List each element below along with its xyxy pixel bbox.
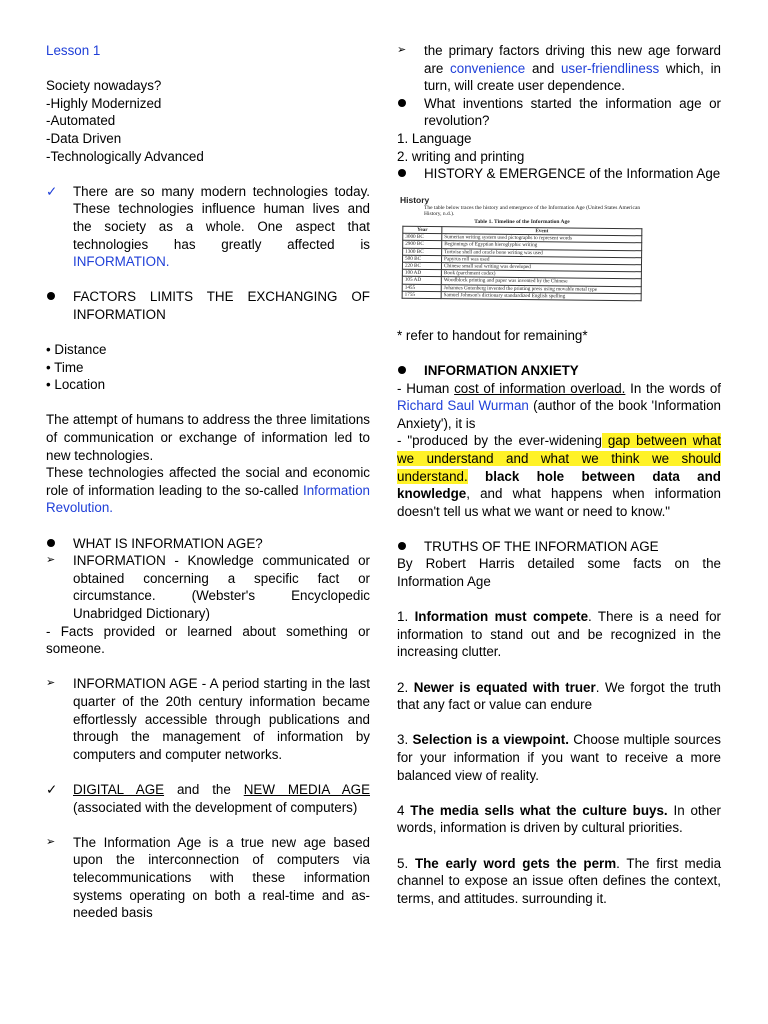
limit-item: • Location [46,377,106,393]
event-cell: Beginnings of Egyptian hieroglyphic writing [442,241,642,250]
highlighted-quote: gap between what we understand and what we think we should understand. [397,433,721,484]
arrow-bullet-icon: ➢ [46,554,56,567]
year-cell: 2900 BC [403,241,442,249]
arrow-bullet-icon: ➢ [397,44,407,56]
truth-title: The media sells what the culture buys. [410,802,668,818]
primary-factors-item [397,42,721,95]
anxiety-text: In the words of [625,380,721,396]
cost-term: cost of information overload. [454,380,626,396]
true-new-age-text: The Information Age is a true new age based upon the interconnection of computers via telecommunications with these information systems operating on both a real-time and as-needed basis [73,834,370,921]
left-column [46,42,370,922]
limit-item: • Time [46,359,84,375]
figure-title: History [400,194,430,205]
wurman-name: Richard Saul Wurman [397,398,529,414]
table-row [402,291,641,301]
anxiety-heading-text: INFORMATION ANXIETY [424,362,579,378]
information-age-definition-text: INFORMATION AGE - A period starting in the last quarter of the 20th century information became effortlessly accessible through publications and through the management of information by computers and computer networks. [73,676,370,762]
facts-definition: - Facts provided or learned about something or someone. [46,623,370,657]
digital-age-rest: (associated with the development of computers) [73,799,358,815]
anxiety-paragraph [397,380,721,433]
bold-quote: black hole between data and knowledge [397,468,721,502]
table-header: Event [442,227,642,236]
information-revolution-term: Information Revolution. [46,482,370,516]
truth-num: 3. [397,732,413,748]
society-item: -Automated [46,113,116,129]
what-is-heading-text: WHAT IS INFORMATION AGE? [73,535,263,551]
information-term: INFORMATION. [73,254,170,270]
truth-num: 5. [397,855,415,871]
year-cell: 3000 BC [403,234,442,242]
year-cell: 220 BC [402,263,441,271]
factors-heading-text: FACTORS LIMITS THE EXCHANGING OF INFORMATION [73,289,370,322]
bullet-icon [397,538,419,556]
anxiety-text: (author of the book 'Information Anxiety'), it is [397,398,721,431]
new-media-age-term: NEW MEDIA AGE [243,781,370,797]
right-column [397,42,721,907]
truth-item [397,731,721,784]
true-new-age-item [46,834,370,922]
information-definition [46,552,370,622]
convenience-term: convenience [450,60,526,76]
arrow-bullet-icon: ➢ [46,677,56,690]
factors-heading [46,288,370,323]
truths-heading-text: TRUTHS OF THE INFORMATION AGE [424,538,659,554]
event-cell: Woodblock printing and paper was invented by the Chinese [441,277,641,286]
timeline-rows [402,234,642,301]
event-cell: Samuel Johnson's dictionary standardized English spelling [441,292,641,301]
quote-text: - "produced by the ever-widening [397,433,602,449]
history-heading-text: HISTORY & EMERGENCE of the Information Age [424,166,721,182]
truths-list [397,591,721,908]
truth-num: 1. [397,609,415,625]
technologies-text: There are so many modern technologies today. These technologies influence human lives and the society as a whole. One aspect that technologies has greatly affected is [73,183,370,252]
lesson-title: Lesson 1 [46,43,101,58]
history-heading [397,165,721,183]
primary-factors-rest: which, in turn, will create user dependence. [424,60,721,94]
quote-text: , and what happens when information doesn't tell us what we want or need to know." [397,486,721,519]
truth-item [397,608,721,661]
anxiety-text: - Human [397,380,455,396]
affected-text: These technologies affected the social and economic role of information leading to the so-called [46,465,370,498]
truth-title: Information must compete [414,609,589,625]
truth-title: Newer is equated with truer [413,679,596,695]
user-friendliness-term: user-friendliness [560,60,660,76]
truth-text: In other words, information is driven by cultural priorities. [397,802,721,836]
truth-item [397,679,721,714]
limit-item: • Distance [46,342,107,358]
truth-item [397,855,721,908]
society-question: Society nowadays? [46,78,162,94]
truth-text: . There is a need for information to stand out and be recognized in the increasing clutter. [397,609,721,660]
bullet-icon [397,362,419,380]
checkmark-icon: ✓ [46,781,58,797]
bullet-icon [397,95,419,113]
truth-text: . We forgot the truth that any fact or value can endure [397,679,721,713]
event-cell: Chinese small seal writing was developed [441,263,641,272]
bullet-icon [397,165,419,183]
and-text: and [525,60,561,76]
society-item: -Technologically Advanced [46,148,204,164]
information-age-definition [46,675,370,763]
digital-age-term: DIGITAL AGE [73,781,165,797]
history-table-image [400,195,644,323]
truth-item [397,802,721,837]
event-cell: Johannes Gutenberg invented the printing press using movable metal type [441,285,641,294]
truth-title: Selection is a viewpoint. [412,732,569,748]
event-cell: Sumerian writing system used pictographs to represent words [442,234,642,243]
truth-num: 2. [397,679,414,695]
anxiety-quote [397,432,721,520]
event-cell: Papyrus roll was used [442,256,642,265]
arrow-bullet-icon: ➢ [46,835,56,848]
table-caption: Table 1. Timeline of the Information Age [474,218,570,225]
society-item: -Highly Modernized [46,95,162,111]
table-header: Year [403,227,442,235]
truths-intro: By Robert Harris detailed some facts on the Information Age [397,556,721,590]
inventions-question [397,95,721,130]
and-the-text: and the [164,781,244,797]
truth-title: The early word gets the perm [414,855,617,871]
society-item: -Data Driven [46,130,122,146]
timeline-table [402,226,643,302]
technologies-paragraph [46,183,370,271]
year-cell: 105 AD [402,277,441,285]
figure-caption: The table below traces the history and emergence of the Information Age (United States American History, n.d.). [424,204,641,218]
handout-note: * refer to handout for remaining* [397,327,588,343]
truth-text: Choose multiple sources for your information if you want to receive a more balanced view of reality. [397,732,721,783]
truth-num: 4 [397,802,411,818]
invention-item: 2. writing and printing [397,148,525,164]
bullet-icon [46,288,68,306]
year-cell: 1755 [402,291,441,299]
inventions-question-text: What inventions started the information age or revolution? [424,95,721,129]
affected-paragraph [46,464,370,517]
year-cell: 100 AD [402,270,441,278]
invention-item: 1. Language [397,130,472,146]
event-cell: Book (parchment codex) [441,270,641,279]
checkmark-icon: ✓ [46,183,58,199]
digital-age-item [46,781,370,816]
event-cell: Tortoise shell and oracle bone writing was used [442,249,642,258]
truths-heading [397,538,721,556]
year-cell: 1455 [402,284,441,292]
information-definition-text: INFORMATION - Knowledge communicated or obtained concerning a specific fact or circumstance. (Webster's Encyclopedic Unabridged Dictionary) [73,553,370,621]
what-is-heading [46,535,370,553]
attempt-paragraph: The attempt of humans to address the three limitations of communication or exchange of information led to new technologies. [46,412,370,463]
primary-factors-text: the primary factors driving this new age forward are [424,43,721,76]
year-cell: 500 BC [403,255,442,263]
truth-text: . The first media channel to expose an issue often defines the context, terms, and attitudes. surrounding it. [397,855,722,906]
year-cell: 1300 BC [403,248,442,256]
bullet-icon [46,535,68,553]
anxiety-heading [397,362,721,380]
